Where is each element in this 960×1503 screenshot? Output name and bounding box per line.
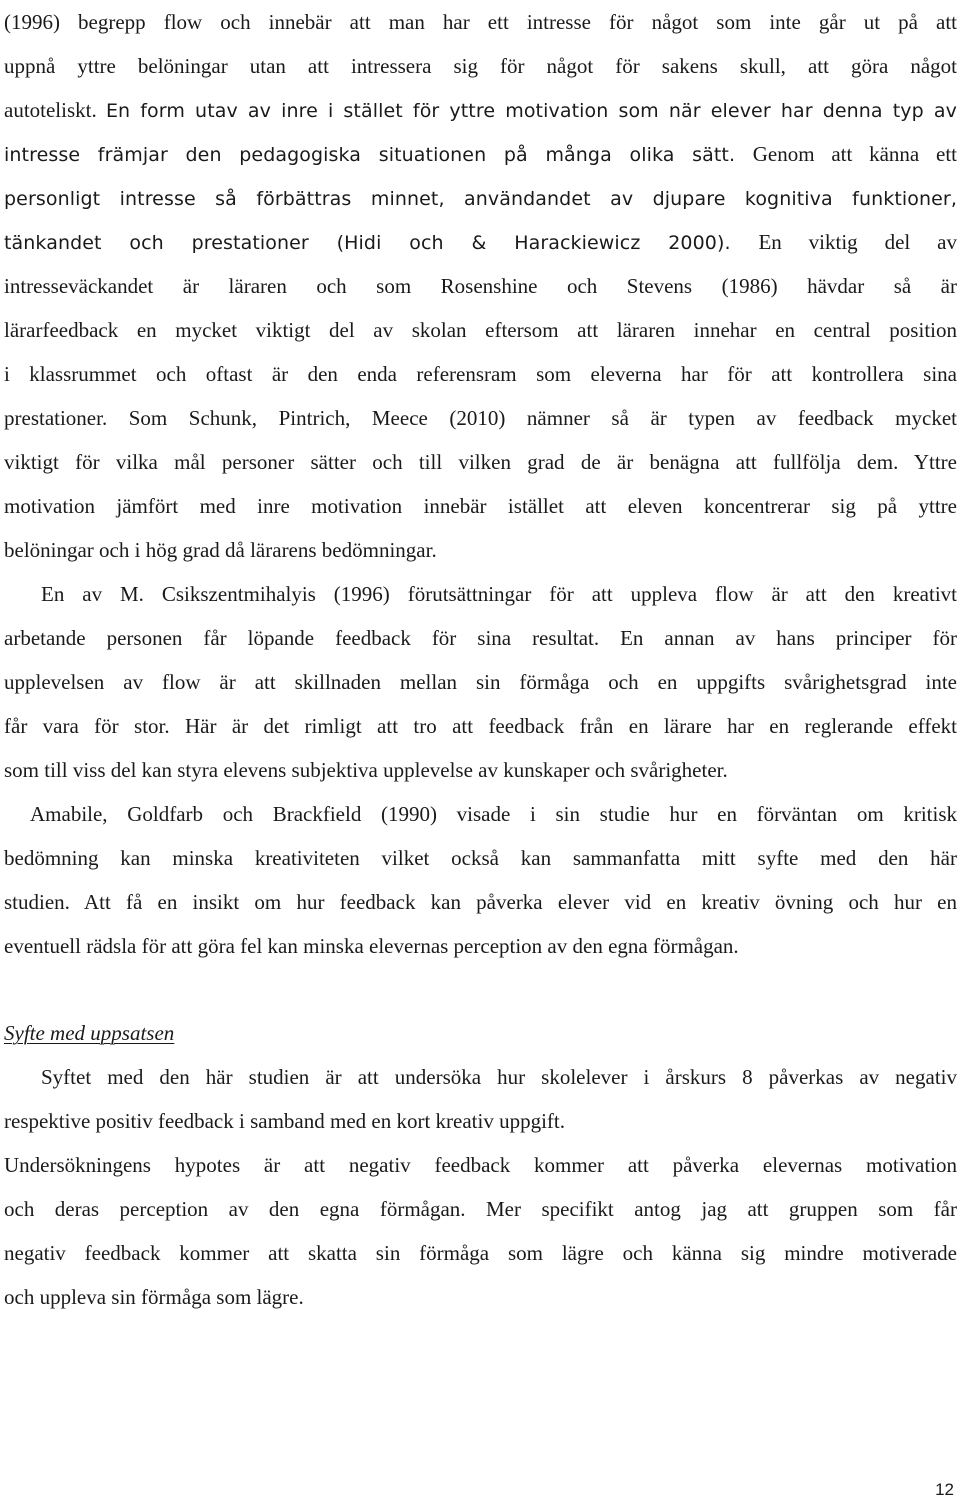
- text-run: eventuell rädsla för att göra fel kan minska elevernas perception av den egna förmågan.: [4, 934, 739, 958]
- text-run: prestationer. Som Schunk, Pintrich, Meece (2010) nämner så är typen av feedback mycket: [4, 406, 957, 430]
- text-line: [4, 88, 957, 132]
- text-line: [4, 1231, 957, 1275]
- paragraph: [4, 792, 957, 968]
- text-line: [4, 1099, 957, 1143]
- document-page: [4, 0, 957, 1319]
- text-line: [4, 1055, 957, 1099]
- paragraph: [4, 572, 957, 792]
- text-run: Undersökningens hypotes är att negativ feedback kommer att påverka elevernas motivation: [4, 1153, 957, 1177]
- text-line: [4, 792, 957, 836]
- text-run: och uppleva sin förmåga som lägre.: [4, 1285, 304, 1309]
- section-gap: [4, 968, 957, 1011]
- text-line: [4, 924, 957, 968]
- text-line: [4, 1143, 957, 1187]
- text-line: [4, 396, 957, 440]
- text-run: upplevelsen av flow är att skillnaden mellan sin förmåga och en uppgifts svårighetsgrad inte: [4, 670, 957, 694]
- text-line: [4, 44, 957, 88]
- text-run: respektive positiv feedback i samband med en kort kreativ uppgift.: [4, 1109, 566, 1133]
- text-line: [4, 176, 957, 220]
- text-run: autoteliskt.: [4, 98, 106, 122]
- text-run: Syftet med den här studien är att undersöka hur skolelever i årskurs 8 påverkas av negativ: [41, 1065, 957, 1089]
- text-line: [4, 572, 957, 616]
- text-run: negativ feedback kommer att skatta sin förmåga som lägre och känna sig mindre motiverade: [4, 1241, 957, 1265]
- text-run: får vara för stor. Här är det rimligt att tro att feedback från en lärare har en reglerande effekt: [4, 714, 957, 738]
- text-line: [4, 704, 957, 748]
- text-run: bedömning kan minska kreativiteten vilket också kan sammanfatta mitt syfte med den här: [4, 846, 957, 870]
- text-line: [4, 836, 957, 880]
- text-run: lärarfeedback en mycket viktigt del av skolan eftersom att läraren innehar en central position: [4, 318, 957, 342]
- text-run: intresse främjar den pedagogiska situationen på många olika sätt.: [4, 144, 753, 166]
- section-text: [4, 1055, 957, 1319]
- text-run: belöningar och i hög grad då lärarens bedömningar.: [4, 538, 437, 562]
- text-run: En form utav av inre i stället för yttre motivation som när elever har denna typ av: [105, 100, 957, 122]
- paragraph: [4, 0, 957, 572]
- text-run: En viktig del av: [758, 230, 957, 254]
- text-run: som till viss del kan styra elevens subjektiva upplevelse av kunskaper och svårigheter.: [4, 758, 728, 782]
- text-run: arbetande personen får löpande feedback för sina resultat. En annan av hans principer för: [4, 626, 957, 650]
- paragraph: [4, 1143, 957, 1319]
- text-line: [4, 352, 957, 396]
- text-run: intresseväckandet är läraren och som Rosenshine och Stevens (1986) hävdar så är: [4, 274, 957, 298]
- text-line: [4, 1187, 957, 1231]
- text-run: (1996) begrepp flow och innebär att man har ett intresse för något som inte går ut på att: [4, 10, 957, 34]
- text-run: studien. Att få en insikt om hur feedback kan påverka elever vid en kreativ övning och hur en: [4, 890, 957, 914]
- section-heading: Syfte med uppsatsen: [4, 1021, 175, 1045]
- text-line: [4, 308, 957, 352]
- text-run: Amabile, Goldfarb och Brackfield (1990) visade i sin studie hur en förväntan om kritisk: [30, 802, 957, 826]
- paragraph: [4, 1055, 957, 1143]
- text-line: [4, 220, 957, 264]
- text-run: viktigt för vilka mål personer sätter och till vilken grad de är benägna att fullfölja dem. Yttre: [4, 450, 957, 474]
- text-run: Genom att känna ett: [752, 142, 957, 166]
- text-line: [4, 748, 957, 792]
- text-line: [4, 484, 957, 528]
- text-run: motivation jämfört med inre motivation innebär istället att eleven koncentrerar sig på yttre: [4, 494, 957, 518]
- text-run: personligt intresse så förbättras minnet, användandet av djupare kognitiva funktioner,: [4, 188, 957, 210]
- text-line: [4, 264, 957, 308]
- text-line: [4, 0, 957, 44]
- text-run: uppnå yttre belöningar utan att intressera sig för något för sakens skull, att göra något: [4, 54, 957, 78]
- text-line: [4, 660, 957, 704]
- text-run: En av M. Csikszentmihalyis (1996) förutsättningar för att uppleva flow är att den kreativt: [41, 582, 957, 606]
- text-line: [4, 880, 957, 924]
- text-run: i klassrummet och oftast är den enda referensram som eleverna har för att kontrollera sina: [4, 362, 957, 386]
- text-run: tänkandet och prestationer (Hidi och & Harackiewicz 2000).: [4, 232, 759, 254]
- page-number: 12: [935, 1480, 954, 1499]
- text-line: [4, 528, 957, 572]
- text-run: och deras perception av den egna förmågan. Mer specifikt antog jag att gruppen som får: [4, 1197, 957, 1221]
- text-line: [4, 616, 957, 660]
- text-line: [4, 440, 957, 484]
- text-line: [4, 1275, 957, 1319]
- text-line: [4, 132, 957, 176]
- body-text: [4, 0, 957, 968]
